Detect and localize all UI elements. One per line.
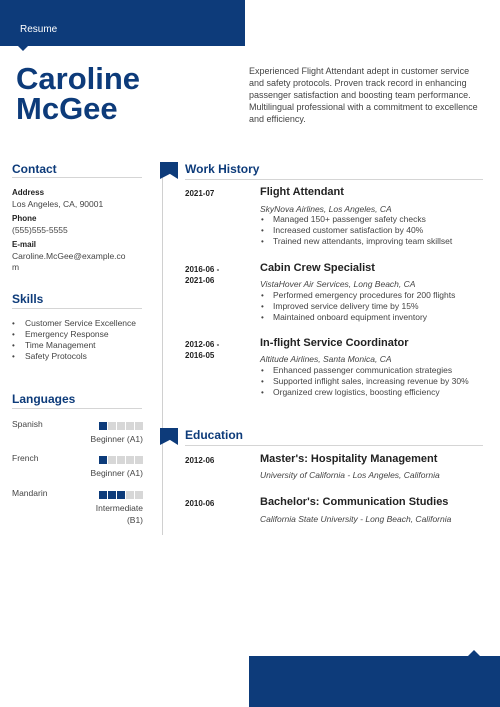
job-bullet: • Increased customer satisfaction by 40% — [260, 225, 480, 236]
professional-summary: Experienced Flight Attendant adept in customer service and safety protocols. Proven track record in enhancing passenger satisfaction and boosting team performance. Multilingual professional with a commitment to excellence and efficiency. — [249, 66, 478, 124]
language-name: French — [12, 453, 39, 463]
job-bullets — [260, 365, 480, 398]
job-bullet: • Organized crew logistics, boosting efficiency — [260, 387, 480, 398]
rating-square-empty — [108, 422, 116, 430]
rating-square-empty — [135, 422, 143, 430]
rating-square-empty — [117, 456, 125, 464]
email-line-2: m — [12, 262, 20, 272]
language-rating — [99, 491, 145, 499]
rating-square-empty — [135, 491, 143, 499]
education-school: University of California - Los Angeles, California — [260, 470, 440, 480]
languages-heading: Languages — [12, 392, 76, 406]
job-company: SkyNova Airlines, Los Angeles, CA — [260, 204, 392, 214]
job-date-end: 2016-05 — [185, 351, 215, 360]
job-bullet: • Performed emergency procedures for 200 flights — [260, 290, 480, 301]
job-date-end: 2021-06 — [185, 276, 215, 285]
work-history-divider — [185, 179, 483, 180]
timeline-line — [162, 175, 163, 535]
rating-square-empty — [126, 422, 134, 430]
language-level — [60, 502, 143, 526]
address-label: Address — [12, 188, 45, 197]
education-degree: Master's: Hospitality Management — [260, 453, 438, 465]
rating-square-empty — [117, 422, 125, 430]
skill-item: • Time Management — [12, 340, 142, 351]
job-bullet: • Supported inflight sales, increasing revenue by 30% — [260, 376, 480, 387]
candidate-name — [16, 61, 141, 126]
skill-item: • Customer Service Excellence — [12, 318, 142, 329]
job-bullet: • Maintained onboard equipment inventory — [260, 312, 480, 323]
education-degree: Bachelor's: Communication Studies — [260, 496, 449, 508]
job-bullets — [260, 214, 480, 247]
resume-label: Resume — [20, 24, 58, 35]
rating-square-filled — [99, 456, 107, 464]
header-pointer — [18, 46, 28, 51]
education-date: 2012-06 — [185, 456, 215, 465]
rating-square-filled — [99, 491, 107, 499]
contact-divider — [12, 177, 142, 178]
job-bullet: • Managed 150+ passenger safety checks — [260, 214, 480, 225]
rating-square-empty — [126, 456, 134, 464]
skills-divider — [12, 308, 142, 309]
email-value[interactable] — [12, 251, 142, 273]
phone-label: Phone — [12, 214, 37, 223]
footer-band — [249, 656, 500, 707]
job-bullet: • Improved service delivery time by 15% — [260, 301, 480, 312]
job-date-start: 2016-06 - — [185, 265, 220, 274]
language-level-line: (B1) — [126, 515, 143, 525]
language-level: Beginner (A1) — [90, 468, 143, 478]
work-history-flag-icon — [160, 162, 178, 179]
job-date-start: 2012-06 - — [185, 340, 220, 349]
job-date: 2021-07 — [185, 189, 215, 198]
job-bullets — [260, 290, 480, 323]
rating-square-empty — [135, 456, 143, 464]
language-level: Beginner (A1) — [90, 434, 143, 444]
rating-square-filled — [99, 422, 107, 430]
email-line-1: Caroline.McGee@example.co — [12, 251, 126, 261]
job-title: In-flight Service Coordinator — [260, 337, 409, 349]
skills-heading: Skills — [12, 292, 44, 306]
education-date: 2010-06 — [185, 499, 215, 508]
languages-divider — [12, 408, 142, 409]
job-title: Flight Attendant — [260, 186, 344, 198]
job-title: Cabin Crew Specialist — [260, 262, 375, 274]
language-rating — [99, 422, 145, 430]
language-name: Spanish — [12, 419, 43, 429]
job-company: Altitude Airlines, Santa Monica, CA — [260, 354, 392, 364]
rating-square-empty — [108, 456, 116, 464]
job-company: VistaHover Air Services, Long Beach, CA — [260, 279, 416, 289]
language-level-line: Intermediate — [95, 503, 143, 513]
address-value: Los Angeles, CA, 90001 — [12, 199, 104, 209]
job-date — [185, 264, 245, 286]
education-divider — [185, 445, 483, 446]
phone-value: (555)555-5555 — [12, 225, 68, 235]
work-history-heading: Work History — [185, 162, 260, 176]
rating-square-filled — [117, 491, 125, 499]
job-bullet: • Trained new attendants, improving team skillset — [260, 236, 480, 247]
first-name: Caroline — [16, 61, 141, 96]
contact-heading: Contact — [12, 162, 57, 176]
email-label: E-mail — [12, 240, 37, 249]
language-name: Mandarin — [12, 488, 48, 498]
job-bullet: • Enhanced passenger communication strategies — [260, 365, 480, 376]
job-date — [185, 339, 245, 361]
skills-list — [12, 318, 142, 362]
education-flag-icon — [160, 428, 178, 445]
education-heading: Education — [185, 428, 244, 442]
rating-square-filled — [108, 491, 116, 499]
skill-item: • Safety Protocols — [12, 351, 142, 362]
last-name: McGee — [16, 91, 118, 126]
language-rating — [99, 456, 145, 464]
education-school: California State University - Long Beach, California — [260, 514, 452, 524]
skill-item: • Emergency Response — [12, 329, 142, 340]
rating-square-empty — [126, 491, 134, 499]
header-band — [0, 0, 245, 46]
